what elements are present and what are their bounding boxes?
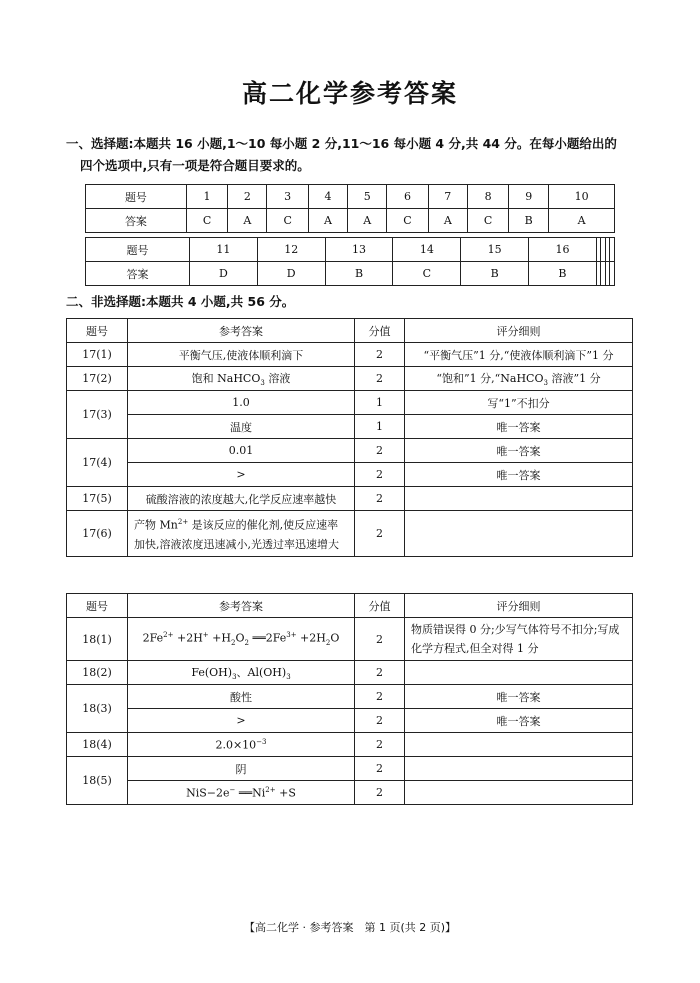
rubric-cell [405, 661, 633, 685]
rubric-cell: 唯一答案 [405, 463, 633, 487]
section-1-heading [66, 133, 646, 177]
table-header-row [67, 319, 633, 343]
table-row [67, 661, 633, 685]
eq-text: NiS−2e [186, 786, 230, 800]
table-row [67, 487, 633, 511]
question-number: 17(1) [67, 343, 128, 367]
subscript: 3 [286, 673, 291, 682]
answer-cell [128, 733, 355, 757]
answer-cell: 酸性 [128, 685, 355, 709]
score-cell: 2 [355, 709, 405, 733]
mc-q: 4 [308, 185, 347, 209]
subscript: 2 [244, 638, 249, 647]
page-footer: 【高二化学 · 参考答案 第 1 页(共 2 页)】 [243, 921, 457, 934]
header-rubric: 评分细则 [405, 319, 633, 343]
mc-q: 2 [228, 185, 267, 209]
mc-a: B [325, 262, 393, 286]
superscript: 3+ [286, 631, 297, 640]
rubric-cell: 唯一答案 [405, 685, 633, 709]
mc-q: 12 [257, 238, 325, 262]
mc-q: 3 [267, 185, 308, 209]
mc-a: A [228, 209, 267, 233]
header-answer: 参考答案 [128, 594, 355, 618]
question-number: 18(2) [67, 661, 128, 685]
answer-cell: 0.01 [128, 439, 355, 463]
mc-a: D [257, 262, 325, 286]
section-1-line-2: 四个选项中,只有一项是符合题目要求的。 [80, 158, 310, 173]
rubric-cell [405, 781, 633, 805]
answer-cell [128, 367, 355, 391]
mc-label-answer: 答案 [86, 209, 187, 233]
mc-label-question: 题号 [86, 185, 187, 209]
question-number: 17(6) [67, 511, 128, 557]
mc-q: 16 [529, 238, 597, 262]
score-cell: 2 [355, 781, 405, 805]
header-score: 分值 [355, 319, 405, 343]
mc-q: 11 [189, 238, 257, 262]
table-row [67, 757, 633, 781]
answer-equation [128, 781, 355, 805]
table-row [67, 709, 633, 733]
eq-text: ══Ni [235, 786, 266, 800]
answer-cell: 温度 [128, 415, 355, 439]
page-title: 高二化学参考答案 [241, 79, 458, 108]
rubric-cell [405, 511, 633, 557]
table-row [67, 343, 633, 367]
superscript: − [229, 785, 236, 794]
mc-a: A [348, 209, 387, 233]
table-row [67, 439, 633, 463]
mc-table-2 [85, 237, 615, 286]
mc-table-1 [85, 184, 615, 233]
mc-q: 5 [348, 185, 387, 209]
mc-a: C [393, 262, 461, 286]
rubric-text: “饱和”1 分,“NaHCO [436, 371, 544, 385]
superscript: 2+ [163, 631, 174, 640]
table-row [67, 685, 633, 709]
mc-a: A [549, 209, 615, 233]
rubric-cell [405, 487, 633, 511]
answer-table-17 [66, 318, 633, 557]
table-row [67, 618, 633, 661]
question-number: 18(1) [67, 618, 128, 661]
header-question: 题号 [67, 319, 128, 343]
answer-text: 2.0×10 [215, 738, 257, 752]
superscript: 2+ [265, 785, 276, 794]
answer-cell: > [128, 463, 355, 487]
score-cell: 2 [355, 733, 405, 757]
score-cell: 2 [355, 439, 405, 463]
table-row [67, 391, 633, 415]
eq-text: O [235, 631, 245, 645]
answer-text: 产物 Mn [134, 518, 178, 532]
mc-q: 10 [549, 185, 615, 209]
answer-table-18 [66, 593, 633, 805]
question-number: 18(3) [67, 685, 128, 733]
rubric-cell: 写“1”不扣分 [405, 391, 633, 415]
score-cell: 2 [355, 367, 405, 391]
mc-q: 8 [467, 185, 508, 209]
question-number: 18(4) [67, 733, 128, 757]
mc-a: A [308, 209, 347, 233]
answer-cell: 硫酸溶液的浓度越大,化学反应速率越快 [128, 487, 355, 511]
eq-text: O [330, 631, 340, 645]
mc-q: 6 [387, 185, 428, 209]
header-rubric: 评分细则 [405, 594, 633, 618]
mc-a: A [428, 209, 467, 233]
table-row [67, 511, 633, 557]
mc-q: 9 [509, 185, 549, 209]
answer-cell: 平衡气压,使液体顺利滴下 [128, 343, 355, 367]
mc-q: 1 [186, 185, 227, 209]
rubric-cell [405, 733, 633, 757]
rubric-cell: 唯一答案 [405, 709, 633, 733]
score-cell: 2 [355, 618, 405, 661]
score-cell: 2 [355, 343, 405, 367]
section-1-line-1: 一、选择题:本题共 16 小题,1～10 每小题 2 分,11～16 每小题 4 分,共 44 分。在每小题给出的 [66, 136, 617, 151]
mc-a [610, 262, 615, 286]
header-question: 题号 [67, 594, 128, 618]
mc-row-answer [86, 262, 615, 286]
rubric-cell: 物质错误得 0 分;少写气体符号不扣分;写成化学方程式,但全对得 1 分 [405, 618, 633, 661]
mc-q: 13 [325, 238, 393, 262]
score-cell: 2 [355, 661, 405, 685]
rubric-cell [405, 757, 633, 781]
answer-text: 是该反应的催化剂,使反应速率加快,溶液浓度迅速减小,光透过率迅速增大 [134, 518, 339, 551]
answer-cell [128, 661, 355, 685]
question-number: 17(2) [67, 367, 128, 391]
rubric-cell: “平衡气压”1 分,“使液体顺利滴下”1 分 [405, 343, 633, 367]
mc-q: 14 [393, 238, 461, 262]
eq-text: 2Fe [142, 631, 164, 645]
eq-text: +2H [173, 631, 203, 645]
question-number: 17(4) [67, 439, 128, 487]
mc-a: D [189, 262, 257, 286]
score-cell: 1 [355, 391, 405, 415]
answer-text: 饱和 NaHCO [191, 371, 261, 385]
superscript: 2+ [177, 518, 189, 526]
rubric-cell [405, 367, 633, 391]
mc-a: B [529, 262, 597, 286]
subscript: 3 [260, 379, 265, 388]
table-row [67, 733, 633, 757]
superscript: + [202, 631, 209, 640]
rubric-cell: 唯一答案 [405, 415, 633, 439]
subscript: 2 [325, 638, 331, 647]
mc-a: C [267, 209, 308, 233]
mc-row-question [86, 238, 615, 262]
mc-a: C [467, 209, 508, 233]
answer-text: Fe(OH) [191, 665, 233, 679]
section-2-heading: 二、非选择题:本题共 4 小题,共 56 分。 [66, 294, 295, 309]
answer-cell: 阴 [128, 757, 355, 781]
score-cell: 1 [355, 415, 405, 439]
mc-a: B [509, 209, 549, 233]
question-number: 18(5) [67, 757, 128, 805]
answer-cell [128, 511, 355, 557]
table-row [67, 367, 633, 391]
table-row [67, 415, 633, 439]
eq-text: ══2Fe [248, 631, 287, 645]
answer-text: 、Al(OH) [236, 665, 287, 679]
mc-a: C [186, 209, 227, 233]
score-cell: 2 [355, 511, 405, 557]
subscript: 3 [543, 379, 548, 388]
superscript: −3 [256, 737, 267, 746]
mc-q: 7 [428, 185, 467, 209]
score-cell: 2 [355, 685, 405, 709]
answer-equation [128, 618, 355, 661]
mc-label-question: 题号 [86, 238, 190, 262]
question-number: 17(5) [67, 487, 128, 511]
mc-a: C [387, 209, 428, 233]
mc-label-answer: 答案 [86, 262, 190, 286]
rubric-text: 溶液”1 分 [547, 371, 601, 385]
eq-text: +S [275, 786, 296, 800]
mc-row-question [86, 185, 615, 209]
score-cell: 2 [355, 757, 405, 781]
mc-a: B [461, 262, 529, 286]
mc-q [610, 238, 615, 262]
header-answer: 参考答案 [128, 319, 355, 343]
table-row [67, 463, 633, 487]
table-row [67, 781, 633, 805]
mc-q: 15 [461, 238, 529, 262]
score-cell: 2 [355, 487, 405, 511]
mc-row-answer [86, 209, 615, 233]
eq-text: +2H [296, 631, 326, 645]
header-score: 分值 [355, 594, 405, 618]
answer-cell: > [128, 709, 355, 733]
eq-text: +H [208, 631, 231, 645]
subscript: 2 [230, 638, 236, 647]
answer-cell: 1.0 [128, 391, 355, 415]
rubric-cell: 唯一答案 [405, 439, 633, 463]
table-header-row [67, 594, 633, 618]
score-cell: 2 [355, 463, 405, 487]
question-number: 17(3) [67, 391, 128, 439]
answer-text: 溶液 [264, 371, 291, 385]
subscript: 3 [232, 673, 237, 682]
